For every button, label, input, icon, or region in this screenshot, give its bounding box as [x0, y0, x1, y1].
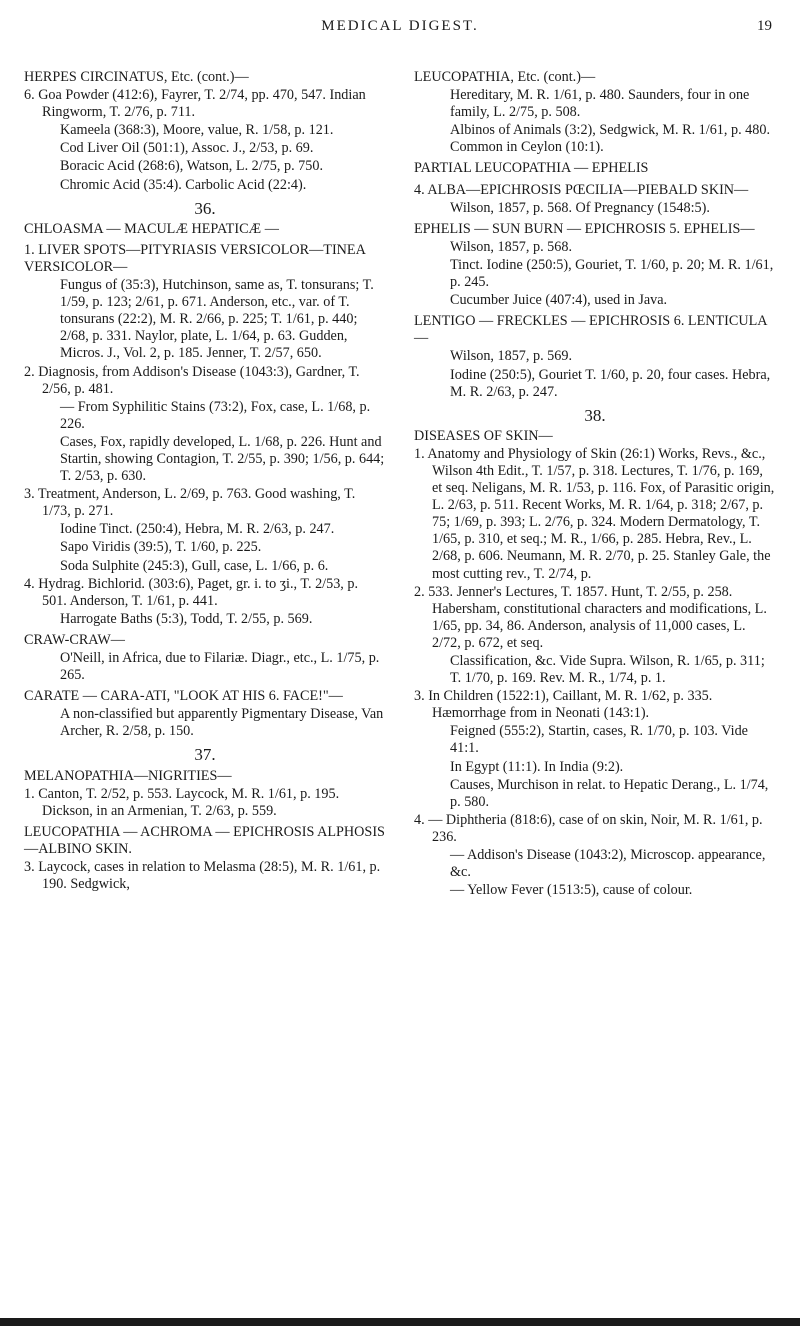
numbered-entry: 3. Laycock, cases in relation to Melasma (28:5), M. R. 1/61, p. 190. Sedgwick, [24, 859, 381, 893]
sub-entry: — From Syphilitic Stains (73:2), Fox, case, L. 1/68, p. 226. [60, 398, 371, 432]
sub-entry: Feigned (555:2), Startin, cases, R. 1/70, p. 103. Vide 41:1. [450, 723, 748, 757]
sub-entry: Harrogate Baths (5:3), Todd, T. 2/55, p. 569. [60, 610, 313, 627]
page-number: 19 [757, 18, 772, 34]
sub-entry: Fungus of (35:3), Hutchinson, same as, T. tonsurans; T. 1/59, p. 123; 2/61, p. 671. Anderson, etc., var. of T. tonsurans (22:2), M. R. 2/66, p. 225; T. 1/61, p. 440; 2/68, p. 331. Naylor, plate, L. 1/64, p. 63. Gudden, Micros. J., Vol. 2, p. 185. Jenner, T. 2/57, 650. [60, 277, 374, 362]
sub-entry: Chromic Acid (35:4). Carbolic Acid (22:4). [60, 176, 307, 193]
bottom-rule [0, 1318, 800, 1326]
section-heading: LEUCOPATHIA, Etc. (cont.)— [414, 69, 596, 85]
sub-entry: Cucumber Juice (407:4), used in Java. [450, 292, 668, 309]
sub-entry: Boracic Acid (268:6), Watson, L. 2/75, p. 750. [60, 158, 323, 175]
section-heading: PARTIAL LEUCOPATHIA — EPHELIS [414, 160, 649, 177]
numbered-entry: 1. Anatomy and Physiology of Skin (26:1) Works, Revs., &c., Wilson 4th Edit., T. 1/57, p. 318. Lectures, T. 1/76, p. 169, et seq. Neligans, M. R. 1/53, p. 116. Fox, of Parasitic origin, L. 2/63, p. 511. Recent Works, M. R. 1/64, p. 318; 2/67, p. 75; 1/69, p. 393; L. 2/76, p. 324. Modern Dermatology, T. 1/65, p. 310, et seq.; M. R., 1/66, p. 285. Hebra, Rev., L. 2/68, p. 606. Neumann, M. R. 2/70, p. 25. Stanley Gale, the most cutting rev., T. 2/74, p. [414, 445, 775, 582]
sub-entry: Wilson, 1857, p. 568. Of Pregnancy (1548:5). [450, 199, 710, 216]
sub-entry: Wilson, 1857, p. 569. [450, 348, 572, 365]
right-column [414, 65, 776, 900]
sub-entry: Sapo Viridis (39:5), T. 1/60, p. 225. [60, 539, 262, 556]
running-head: MEDICAL DIGEST. [321, 18, 479, 34]
sub-entry: Kameela (368:3), Moore, value, R. 1/58, p. 121. [60, 122, 334, 139]
section-heading: CHLOASMA — MACULÆ HEPATICÆ — [24, 220, 279, 237]
numbered-entry: 3. Treatment, Anderson, L. 2/69, p. 763. Good washing, T. 1/73, p. 271. [24, 486, 356, 520]
sub-entry: Albinos of Animals (3:2), Sedgwick, M. R. 1/61, p. 480. Common in Ceylon (10:1). [450, 122, 771, 156]
sub-entry: Hereditary, M. R. 1/61, p. 480. Saunders, four in one family, L. 2/75, p. 508. [450, 87, 750, 121]
sub-entry: Tinct. Iodine (250:5), Gouriet, T. 1/60, p. 20; M. R. 1/61, p. 245. [450, 256, 774, 291]
sub-entry: — Yellow Fever (1513:5), cause of colour. [450, 882, 693, 899]
sub-entry: Iodine Tinct. (250:4), Hebra, M. R. 2/63, p. 247. [60, 521, 335, 538]
section-number: 36. [194, 198, 216, 218]
sub-entry: O'Neill, in Africa, due to Filariæ. Diagr., etc., L. 1/75, p. 265. [60, 650, 380, 684]
numbered-entry: 2. 533. Jenner's Lectures, T. 1857. Hunt, T. 2/55, p. 258. Habersham, constitutional characters and modifications, L. 1/65, pp. 34, 86. Anderson, analysis of 11,000 cases, L. 2/72, p. 672, et seq. [414, 583, 767, 651]
section-heading: DISEASES OF SKIN— [414, 427, 553, 444]
numbered-entry: 1. Canton, T. 2/52, p. 553. Laycock, M. R. 1/61, p. 195. Dickson, in an Armenian, T. 2/63, p. 559. [24, 785, 340, 819]
section-heading: LENTIGO — FRECKLES — EPICHROSIS 6. LENTICULA— [414, 313, 768, 347]
numbered-entry: 2. Diagnosis, from Addison's Disease (1043:3), Gardner, T. 2/56, p. 481. [24, 363, 360, 397]
section-heading: HERPES CIRCINATUS, Etc. (cont.)— [24, 69, 249, 85]
sub-entry: Iodine (250:5), Gouriet T. 1/60, p. 20, four cases. Hebra, M. R. 2/63, p. 247. [450, 366, 771, 400]
sub-entry: Causes, Murchison in relat. to Hepatic Derang., L. 1/74, p. 580. [450, 776, 769, 810]
sub-entry: Wilson, 1857, p. 568. [450, 238, 572, 255]
section-heading: CRAW-CRAW— [24, 631, 125, 648]
numbered-entry: 6. Goa Powder (412:6), Fayrer, T. 2/74, pp. 470, 547. Indian Ringworm, T. 2/76, p. 711. [24, 87, 366, 121]
sub-entry: Cod Liver Oil (501:1), Assoc. J., 2/53, p. 69. [60, 140, 314, 157]
section-heading: EPHELIS — SUN BURN — EPICHROSIS 5. EPHELIS— [414, 220, 755, 237]
section-heading: 1. LIVER SPOTS—PITYRIASIS VERSICOLOR—TINEA VERSICOLOR— [24, 241, 366, 275]
numbered-entry: 3. In Children (1522:1), Caillant, M. R. 1/62, p. 335. Hæmorrhage from in Neonati (143:1). [414, 688, 713, 722]
section-heading: LEUCOPATHIA — ACHROMA — EPICHROSIS ALPHOSIS—ALBINO SKIN. [24, 823, 385, 857]
section-number: 37. [194, 745, 216, 765]
section-number: 38. [584, 405, 606, 425]
sub-entry: — Addison's Disease (1043:2), Microscop. appearance, &c. [450, 847, 766, 881]
numbered-entry: 4. — Diphtheria (818:6), case of on skin, Noir, M. R. 1/61, p. 236. [414, 811, 763, 845]
numbered-entry: 4. Hydrag. Bichlorid. (303:6), Paget, gr. i. to ʒi., T. 2/53, p. 501. Anderson, T. 1/61, p. 441. [24, 575, 359, 609]
section-heading: 4. ALBA—EPICHROSIS PŒCILIA—PIEBALD SKIN— [414, 181, 749, 198]
section-heading: MELANOPATHIA—NIGRITIES— [24, 767, 232, 784]
left-column [24, 65, 386, 894]
sub-entry: Classification, &c. Vide Supra. Wilson, R. 1/65, p. 311; T. 1/70, p. 169. Rev. M. R., 1/74, p. 1. [450, 653, 765, 687]
section-heading: CARATE — CARA-ATI, "LOOK AT HIS 6. FACE!"— [24, 688, 343, 705]
sub-entry: Cases, Fox, rapidly developed, L. 1/68, p. 226. Hunt and Startin, showing Contagion, T. 2/55, p. 390; 1/56, p. 644; T. 2/53, p. 630. [60, 433, 385, 485]
sub-entry: In Egypt (11:1). In India (9:2). [450, 758, 624, 775]
sub-entry: A non-classified but apparently Pigmentary Disease, Van Archer, R. 2/58, p. 150. [60, 706, 384, 740]
sub-entry: Soda Sulphite (245:3), Gull, case, L. 1/66, p. 6. [60, 557, 329, 574]
